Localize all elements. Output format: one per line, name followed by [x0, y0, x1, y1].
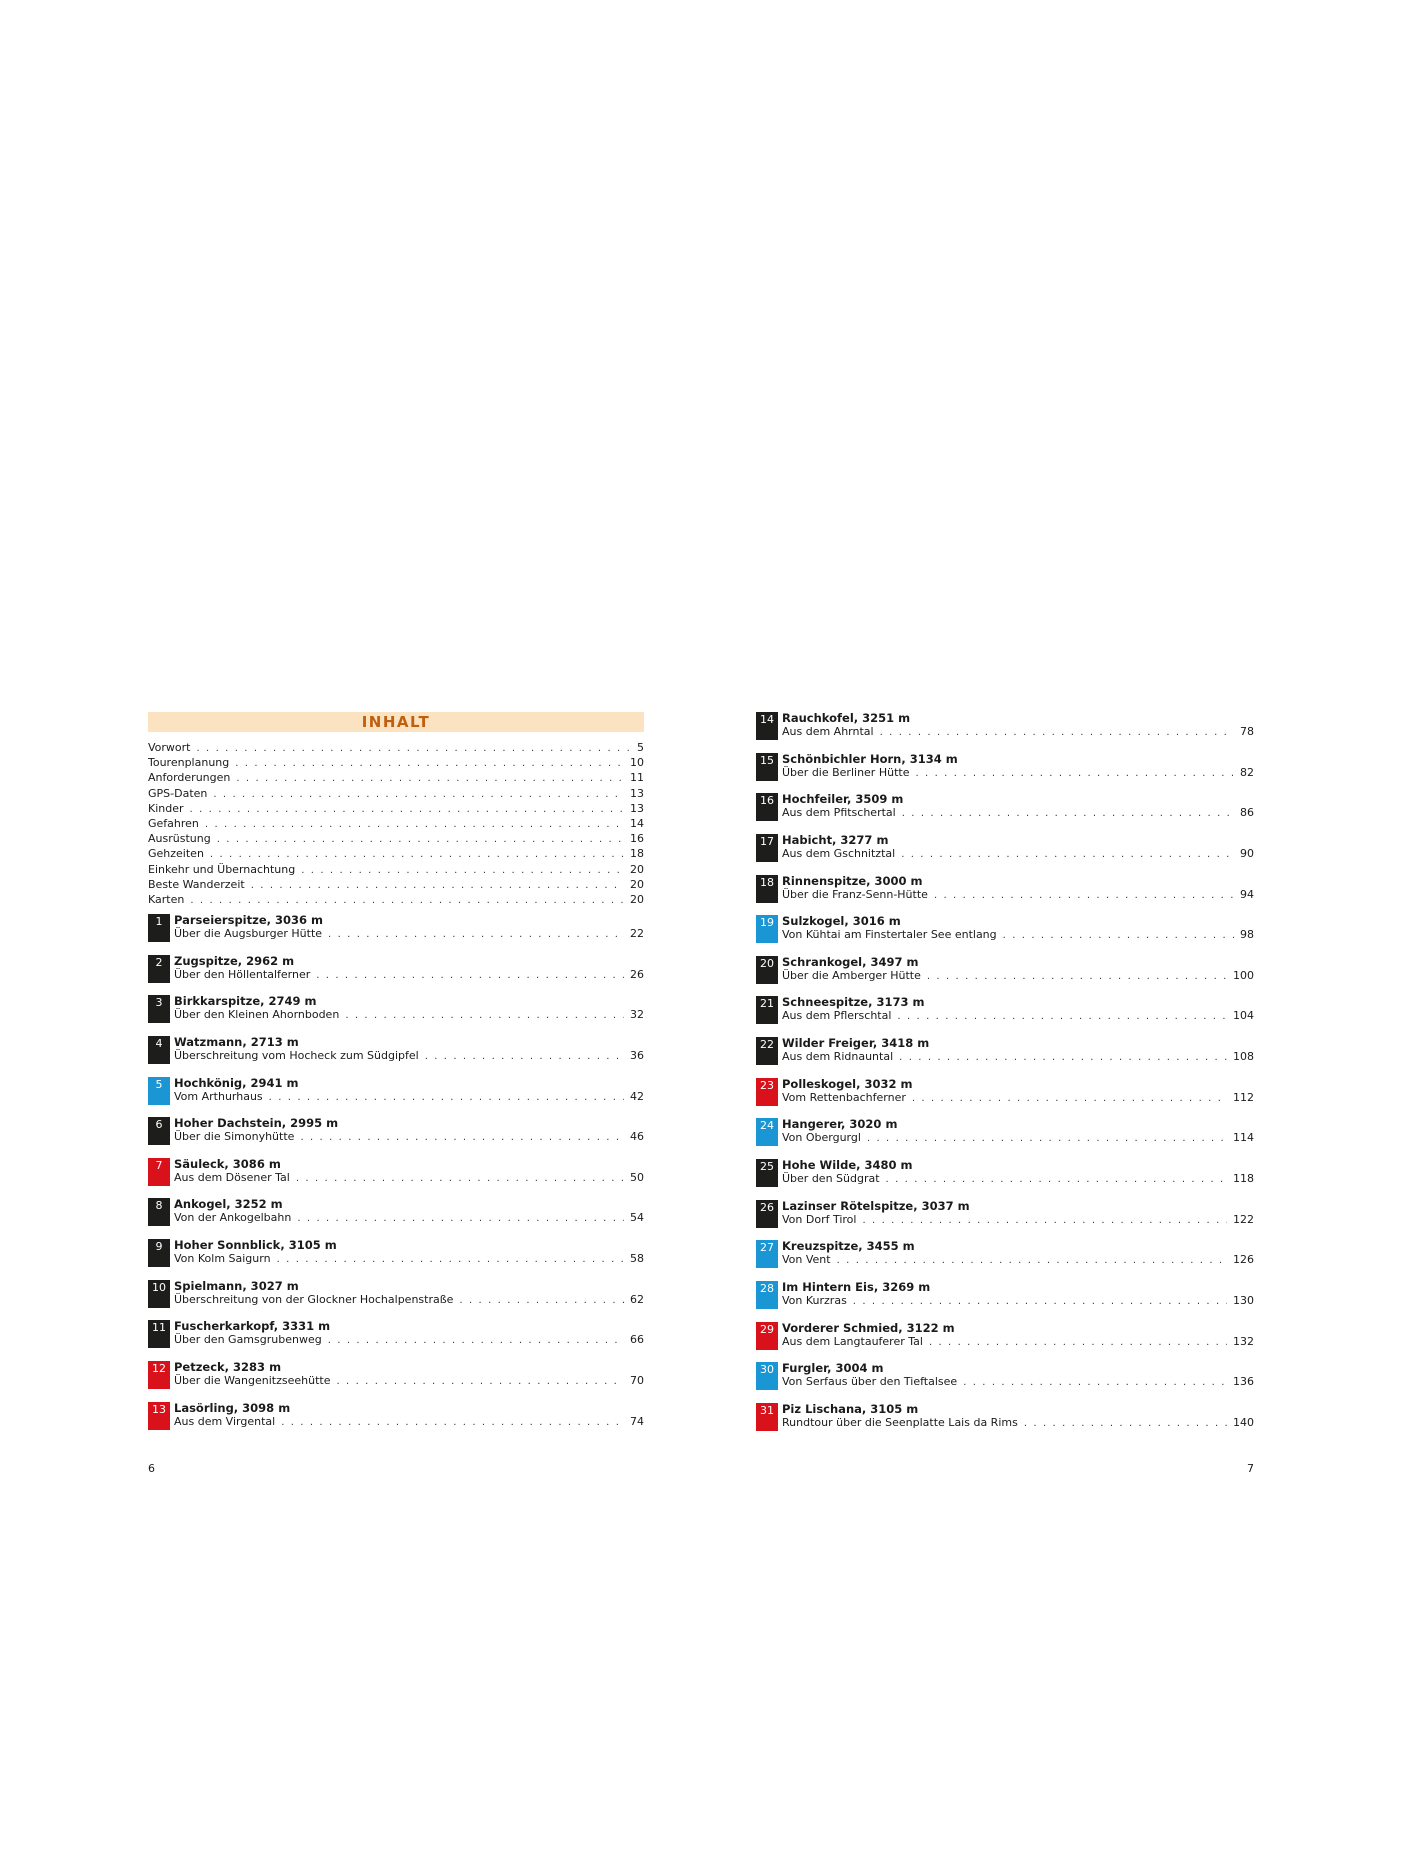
tour-route-line [174, 1415, 644, 1429]
tour-entry-body [782, 995, 1254, 1023]
tour-number-badge: 14 [756, 712, 778, 740]
tour-entry [148, 1238, 644, 1279]
tour-page: 114 [1233, 1131, 1254, 1145]
tour-page: 36 [630, 1048, 644, 1062]
tour-title: Petzeck, 3283 m [174, 1360, 282, 1375]
leader-dots [853, 1295, 1227, 1309]
tour-entry [148, 913, 644, 954]
toc-entry-label: Anforderungen [148, 771, 231, 785]
contents-heading: INHALT [148, 712, 644, 732]
tour-number-badge: 15 [756, 753, 778, 781]
tour-entry-body [782, 914, 1254, 942]
leader-dots [277, 1253, 624, 1267]
tour-page: 104 [1233, 1009, 1254, 1023]
tour-number-badge: 20 [756, 956, 778, 984]
leader-dots [217, 832, 624, 847]
toc-entry [148, 801, 644, 816]
tour-number-badge: 30 [756, 1362, 778, 1390]
tour-page: 50 [630, 1170, 644, 1184]
tour-page: 86 [1240, 806, 1254, 820]
tour-entry [756, 914, 1254, 955]
tour-route: Über den Südgrat [782, 1172, 880, 1186]
tour-number-badge: 6 [148, 1117, 170, 1145]
tour-page: 22 [630, 927, 644, 940]
tour-route-line [174, 1090, 644, 1104]
tour-route: Aus dem Ahrntal [782, 725, 874, 738]
leader-dots [236, 771, 624, 786]
toc-entry [148, 816, 644, 831]
leader-dots [197, 741, 632, 756]
tour-route: Über den Höllentalferner [174, 967, 311, 981]
tour-entry [756, 1077, 1254, 1118]
tour-page: 74 [630, 1414, 644, 1428]
tour-page: 70 [630, 1374, 644, 1388]
tour-number-badge: 28 [756, 1281, 778, 1309]
tour-title: Birkkarspitze, 2749 m [174, 994, 317, 1009]
leader-dots [328, 928, 624, 942]
tour-entry [148, 1401, 644, 1442]
tour-entry [148, 1035, 644, 1076]
tour-page: 132 [1233, 1334, 1254, 1348]
tour-entry [148, 1197, 644, 1238]
leader-dots [210, 847, 624, 862]
tour-title: Kreuzspitze, 3455 m [782, 1239, 915, 1254]
tour-number-badge: 7 [148, 1158, 170, 1186]
tour-route: Von Vent [782, 1253, 831, 1267]
tour-route-line [782, 1009, 1254, 1023]
tour-route: Aus dem Ridnauntal [782, 1050, 894, 1064]
tour-entry-body [782, 1361, 1254, 1389]
tour-route: Über die Berliner Hütte [782, 765, 910, 779]
tour-entry-body [782, 874, 1254, 902]
tour-title: Im Hintern Eis, 3269 m [782, 1279, 931, 1294]
leader-dots [316, 969, 624, 983]
tour-page: 82 [1240, 765, 1254, 779]
toc-entry-page: 13 [630, 786, 644, 800]
tour-page: 54 [630, 1211, 644, 1225]
tour-entry [148, 1360, 644, 1401]
tour-page: 122 [1233, 1212, 1254, 1226]
tour-title: Lasörling, 3098 m [174, 1400, 291, 1415]
tour-entry [756, 1280, 1254, 1321]
tour-route: Vom Arthurhaus [174, 1089, 263, 1103]
tour-route: Rundtour über die Seenplatte Lais da Rims [782, 1415, 1018, 1429]
tour-page: 118 [1233, 1172, 1254, 1186]
leader-dots [459, 1294, 624, 1308]
tour-entry-body [782, 1117, 1254, 1145]
leader-dots [901, 848, 1234, 862]
tour-page: 108 [1233, 1050, 1254, 1064]
toc-entry [148, 846, 644, 861]
tour-entry-body [782, 1321, 1254, 1349]
tour-number-badge: 8 [148, 1198, 170, 1226]
tour-entry [756, 1199, 1254, 1240]
tour-route: Von Kühtai am Finstertaler See entlang [782, 928, 997, 942]
tour-number-badge: 31 [756, 1403, 778, 1431]
tour-entry [148, 1319, 644, 1360]
leader-dots [345, 1009, 624, 1023]
toc-entry-page: 16 [630, 832, 644, 846]
leader-dots [912, 1092, 1227, 1106]
tour-entry-body [782, 1199, 1254, 1227]
tour-route-line [174, 1293, 644, 1307]
tour-route-line [782, 1294, 1254, 1308]
tour-entry-body [174, 1401, 644, 1429]
leader-dots [867, 1132, 1227, 1146]
tour-entry-body [174, 994, 644, 1022]
tour-entry-body [782, 1158, 1254, 1186]
tour-title: Hangerer, 3020 m [782, 1117, 898, 1132]
leader-dots [963, 1376, 1227, 1390]
leader-dots [897, 1010, 1227, 1024]
toc-entry [148, 862, 644, 877]
tour-entry-body [174, 954, 644, 982]
tour-route: Über die Wangenitzseehütte [174, 1374, 331, 1388]
tour-number-badge: 22 [756, 1037, 778, 1065]
leader-dots [190, 893, 624, 908]
tour-entry [756, 1239, 1254, 1280]
tour-title: Lazinser Rötelspitze, 3037 m [782, 1198, 970, 1213]
tour-entry-body [782, 1402, 1254, 1430]
tour-route: Aus dem Dösener Tal [174, 1170, 290, 1184]
tour-entry-body [174, 1157, 644, 1185]
tour-page: 58 [630, 1252, 644, 1266]
toc-entry [148, 755, 644, 770]
tour-entry-body [782, 752, 1254, 780]
toc-entry [148, 831, 644, 846]
leader-dots [235, 756, 624, 771]
tour-number-badge: 19 [756, 915, 778, 943]
tour-route: Von der Ankogelbahn [174, 1211, 292, 1225]
toc-entry-label: Vorwort [148, 741, 191, 754]
tour-number-badge: 29 [756, 1322, 778, 1350]
tour-number-badge: 25 [756, 1159, 778, 1187]
tour-title: Hochkönig, 2941 m [174, 1075, 299, 1090]
toc-entry [148, 892, 644, 907]
tour-title: Polleskogel, 3032 m [782, 1076, 913, 1091]
tour-entry [756, 833, 1254, 874]
toc-entry-page: 20 [630, 862, 644, 876]
tour-route-line [174, 1130, 644, 1144]
tour-route-line [174, 1252, 644, 1266]
tour-route-line [782, 969, 1254, 983]
tour-entry [148, 1157, 644, 1198]
tour-entry-body [174, 1279, 644, 1307]
tour-entry [756, 1361, 1254, 1402]
tour-route: Aus dem Langtauferer Tal [782, 1334, 923, 1348]
leader-dots [281, 1416, 624, 1430]
leader-dots [213, 787, 624, 802]
tour-page: 112 [1233, 1090, 1254, 1104]
tour-title: Spielmann, 3027 m [174, 1278, 299, 1293]
tour-entry [756, 1321, 1254, 1362]
tour-route-line [174, 1049, 644, 1063]
tour-entry [756, 955, 1254, 996]
tour-title: Sulzkogel, 3016 m [782, 914, 901, 929]
leader-dots [328, 1334, 624, 1348]
tour-route: Von Obergurgl [782, 1131, 861, 1145]
tour-route-line [782, 806, 1254, 820]
tour-route-line [782, 1091, 1254, 1105]
tour-number-badge: 3 [148, 995, 170, 1023]
tour-entry-body [782, 1239, 1254, 1267]
leader-dots [902, 807, 1234, 821]
tour-number-badge: 5 [148, 1077, 170, 1105]
tour-number-badge: 16 [756, 793, 778, 821]
tour-title: Piz Lischana, 3105 m [782, 1401, 919, 1416]
toc-entry-label: GPS-Daten [148, 786, 208, 800]
leader-dots [880, 726, 1234, 740]
tour-entry [756, 1402, 1254, 1443]
tour-title: Schrankogel, 3497 m [782, 954, 919, 969]
leader-dots [425, 1050, 624, 1064]
tour-route-line [782, 725, 1254, 739]
tour-entry-body [782, 1280, 1254, 1308]
tour-number-badge: 26 [756, 1200, 778, 1228]
tour-route: Überschreitung vom Hocheck zum Südgipfel [174, 1048, 419, 1062]
tour-route-line [782, 766, 1254, 780]
toc-entry-page: 11 [630, 771, 644, 785]
tour-route: Über den Gamsgrubenweg [174, 1333, 322, 1347]
tour-page: 42 [630, 1089, 644, 1103]
tour-entry [756, 711, 1254, 752]
tour-page: 98 [1240, 928, 1254, 942]
tour-route-line [782, 1172, 1254, 1186]
tour-page: 100 [1233, 968, 1254, 982]
toc-entry-label: Kinder [148, 801, 184, 815]
tour-entry-body [782, 955, 1254, 983]
tour-title: Hoher Dachstein, 2995 m [174, 1116, 339, 1131]
tour-page: 140 [1233, 1415, 1254, 1429]
tour-title: Wilder Freiger, 3418 m [782, 1036, 930, 1051]
tour-route-line [174, 968, 644, 982]
toc-entry-page: 14 [630, 816, 644, 830]
leader-dots [297, 1212, 624, 1226]
tour-entry [756, 1158, 1254, 1199]
tour-number-badge: 9 [148, 1239, 170, 1267]
tour-entry [756, 874, 1254, 915]
tour-number-badge: 10 [148, 1280, 170, 1308]
tour-page: 26 [630, 967, 644, 981]
tour-entry [756, 792, 1254, 833]
leader-dots [929, 1336, 1227, 1350]
tour-route: Von Kolm Saigurn [174, 1252, 271, 1266]
leader-dots [837, 1254, 1227, 1268]
tour-page: 136 [1233, 1375, 1254, 1389]
tour-entry-body [782, 1077, 1254, 1105]
tour-page: 46 [630, 1130, 644, 1144]
tour-route-line [174, 1211, 644, 1225]
tour-route: Über die Augsburger Hütte [174, 927, 323, 940]
toc-entry-label: Beste Wanderzeit [148, 877, 245, 891]
tour-route-line [174, 1171, 644, 1185]
tour-title: Parseierspitze, 3036 m [174, 913, 323, 927]
tour-entry [756, 752, 1254, 793]
tour-entry-body [174, 913, 644, 941]
tour-entry-body [782, 1036, 1254, 1064]
tour-entry-body [174, 1319, 644, 1347]
tour-title: Rinnenspitze, 3000 m [782, 873, 923, 888]
toc-entry-label: Tourenplanung [148, 756, 230, 770]
tour-entry [756, 1036, 1254, 1077]
tour-title: Fuscherkarkopf, 3331 m [174, 1319, 331, 1334]
tour-entry-body [174, 1076, 644, 1104]
tour-number-badge: 21 [756, 996, 778, 1024]
tour-page: 78 [1240, 725, 1254, 738]
tour-number-badge: 24 [756, 1118, 778, 1146]
tour-number-badge: 2 [148, 955, 170, 983]
page-number-left: 6 [148, 1462, 155, 1475]
leader-dots [1024, 1417, 1227, 1431]
tour-route-line [782, 1335, 1254, 1349]
leader-dots [927, 970, 1227, 984]
page-number-right: 7 [1247, 1462, 1254, 1475]
tour-route: Von Kurzras [782, 1293, 847, 1307]
right-tour-list [756, 711, 1254, 1443]
leader-dots [205, 817, 624, 832]
toc-entry [148, 877, 644, 892]
tour-number-badge: 11 [148, 1320, 170, 1348]
tour-route-line [782, 1375, 1254, 1389]
toc-entry-page: 13 [630, 801, 644, 815]
tour-route: Aus dem Virgental [174, 1414, 276, 1428]
tour-number-badge: 27 [756, 1240, 778, 1268]
tour-title: Furgler, 3004 m [782, 1361, 884, 1376]
tour-page: 126 [1233, 1253, 1254, 1267]
tour-title: Säuleck, 3086 m [174, 1156, 281, 1171]
tour-title: Vorderer Schmied, 3122 m [782, 1320, 955, 1335]
tour-route-line [782, 928, 1254, 942]
tour-entry-body [174, 1238, 644, 1266]
toc-entry [148, 740, 644, 755]
tour-route: Über den Kleinen Ahornboden [174, 1008, 340, 1022]
toc-entry-page: 10 [630, 756, 644, 770]
leader-dots [934, 889, 1234, 903]
tour-route: Aus dem Pflerschtal [782, 1009, 892, 1023]
leader-dots [296, 1172, 624, 1186]
tour-route-line [174, 927, 644, 941]
tour-page: 32 [630, 1008, 644, 1022]
tour-page: 66 [630, 1333, 644, 1347]
tour-title: Watzmann, 2713 m [174, 1034, 299, 1049]
tour-number-badge: 23 [756, 1078, 778, 1106]
toc-entry-label: Ausrüstung [148, 832, 211, 846]
tour-route-line [782, 847, 1254, 861]
leader-dots [899, 1051, 1227, 1065]
left-tour-list [148, 913, 644, 1441]
leader-dots [190, 802, 624, 817]
intro-list [148, 740, 644, 907]
tour-route-line [174, 1374, 644, 1388]
tour-number-badge: 1 [148, 914, 170, 942]
tour-route: Über die Franz-Senn-Hütte [782, 887, 928, 901]
tour-route: Aus dem Gschnitztal [782, 846, 896, 860]
tour-entry [756, 1117, 1254, 1158]
tour-number-badge: 18 [756, 875, 778, 903]
tour-number-badge: 13 [148, 1402, 170, 1430]
tour-entry-body [174, 1197, 644, 1225]
tour-route: Von Serfaus über den Tieftalsee [782, 1375, 958, 1389]
tour-entry [148, 954, 644, 995]
tour-title: Rauchkofel, 3251 m [782, 711, 911, 725]
tour-route-line [782, 1416, 1254, 1430]
leader-dots [251, 878, 624, 893]
tour-page: 130 [1233, 1293, 1254, 1307]
tour-title: Ankogel, 3252 m [174, 1197, 283, 1212]
toc-entry-page: 20 [630, 877, 644, 891]
tour-route: Vom Rettenbachferner [782, 1090, 906, 1104]
tour-route-line [782, 1131, 1254, 1145]
tour-route: Aus dem Pfitschertal [782, 806, 896, 820]
tour-route-line [782, 1050, 1254, 1064]
leader-dots [886, 1173, 1227, 1187]
tour-number-badge: 17 [756, 834, 778, 862]
tour-title: Hochfeiler, 3509 m [782, 792, 904, 807]
tour-route-line [782, 1253, 1254, 1267]
tour-route-line [782, 1213, 1254, 1227]
toc-entry [148, 786, 644, 801]
tour-entry [148, 1116, 644, 1157]
tour-entry-body [174, 1360, 644, 1388]
tour-title: Hohe Wilde, 3480 m [782, 1158, 913, 1173]
leader-dots [1003, 929, 1234, 943]
tour-title: Hoher Sonnblick, 3105 m [174, 1238, 337, 1253]
tour-number-badge: 12 [148, 1361, 170, 1389]
tour-entry-body [782, 792, 1254, 820]
tour-entry-body [782, 833, 1254, 861]
tour-entry-body [174, 1035, 644, 1063]
tour-route-line [174, 1008, 644, 1022]
leader-dots [336, 1375, 624, 1389]
leader-dots [915, 767, 1234, 781]
toc-entry [148, 770, 644, 785]
tour-entry [148, 1076, 644, 1117]
toc-entry-label: Gefahren [148, 816, 199, 830]
tour-route-line [174, 1333, 644, 1347]
tour-entry [756, 995, 1254, 1036]
tour-entry [148, 994, 644, 1035]
tour-page: 62 [630, 1292, 644, 1306]
toc-entry-page: 5 [637, 741, 644, 754]
tour-route: Über die Amberger Hütte [782, 968, 921, 982]
tour-number-badge: 4 [148, 1036, 170, 1064]
toc-entry-label: Einkehr und Übernachtung [148, 862, 296, 876]
tour-page: 90 [1240, 846, 1254, 860]
leader-dots [269, 1091, 624, 1105]
toc-entry-label: Gehzeiten [148, 847, 204, 861]
tour-route: Von Dorf Tirol [782, 1212, 857, 1226]
tour-route-line [782, 888, 1254, 902]
toc-entry-page: 18 [630, 847, 644, 861]
tour-entry-body [174, 1116, 644, 1144]
leader-dots [300, 1131, 624, 1145]
tour-entry-body [782, 711, 1254, 739]
toc-entry-page: 20 [630, 892, 644, 906]
tour-title: Habicht, 3277 m [782, 832, 889, 847]
leader-dots [301, 863, 624, 878]
tour-title: Schneespitze, 3173 m [782, 995, 925, 1010]
tour-entry [148, 1279, 644, 1320]
tour-page: 94 [1240, 887, 1254, 901]
leader-dots [862, 1214, 1227, 1228]
tour-route: Überschreitung von der Glockner Hochalpenstraße [174, 1292, 454, 1306]
tour-title: Schönbichler Horn, 3134 m [782, 751, 958, 766]
tour-title: Zugspitze, 2962 m [174, 953, 295, 968]
toc-entry-label: Karten [148, 892, 185, 906]
tour-route: Über die Simonyhütte [174, 1130, 295, 1144]
